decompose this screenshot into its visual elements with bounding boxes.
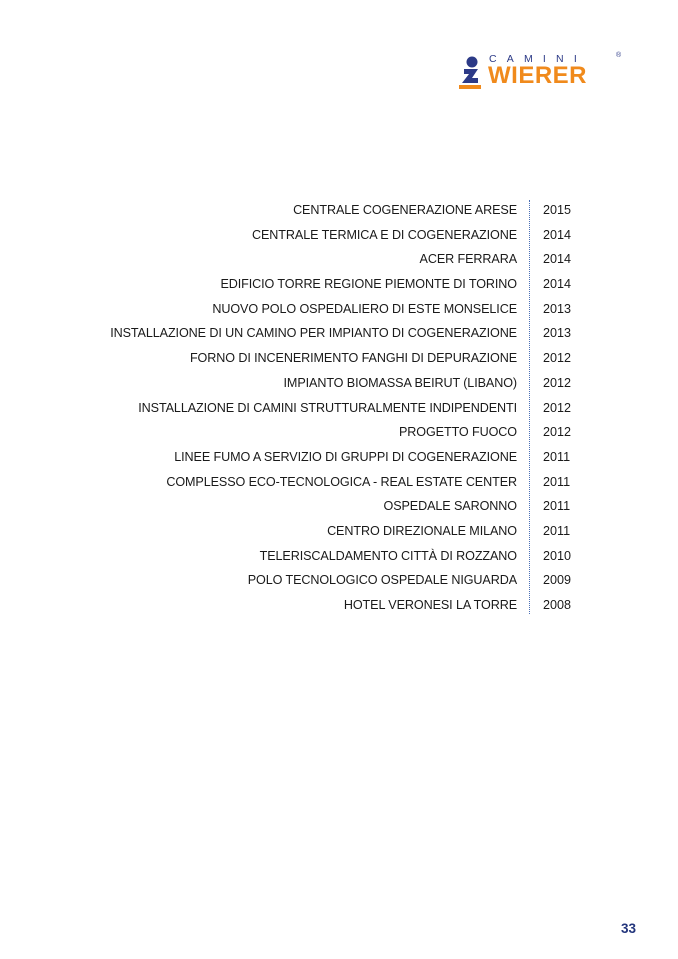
project-name: INSTALLAZIONE DI CAMINI STRUTTURALMENTE INDIPENDENTI: [138, 400, 517, 415]
project-year: 2011: [543, 474, 571, 489]
project-row: [100, 272, 600, 297]
project-name: CENTRALE TERMICA E DI COGENERAZIONE: [252, 227, 517, 242]
project-row: [100, 593, 600, 618]
project-year: 2014: [543, 252, 572, 267]
project-row: [100, 247, 600, 272]
project-row: [100, 223, 600, 248]
project-name: INSTALLAZIONE DI UN CAMINO PER IMPIANTO DI COGENERAZIONE: [110, 326, 517, 341]
project-year: 2011: [543, 449, 571, 464]
project-name: PROGETTO FUOCO: [398, 425, 517, 440]
project-row: [100, 321, 600, 346]
project-year: 2013: [543, 301, 572, 316]
project-year: 2011: [543, 499, 571, 514]
project-year: 2012: [543, 400, 572, 415]
project-year: 2015: [543, 203, 572, 217]
project-year: 2012: [543, 351, 572, 366]
project-year: 2014: [543, 277, 572, 292]
project-name: NUOVO POLO OSPEDALIERO DI ESTE MONSELICE: [212, 301, 517, 316]
project-name: FORNO DI INCENERIMENTO FANGHI DI DEPURAZIONE: [189, 351, 517, 366]
logo-main-word: WIERER: [488, 62, 587, 89]
project-row: [100, 470, 600, 495]
project-name: IMPIANTO BIOMASSA BEIRUT (LIBANO): [283, 375, 517, 390]
project-name: CENTRALE COGENERAZIONE ARESE: [293, 203, 517, 217]
page-number: 33: [620, 921, 636, 936]
project-name: COMPLESSO ECO-TECNOLOGICA - REAL ESTATE CENTER: [166, 474, 517, 489]
project-row: [100, 297, 600, 322]
logo-top-word: CAMINI: [489, 53, 587, 65]
project-row: [100, 396, 600, 421]
project-name: OSPEDALE SARONNO: [383, 499, 517, 514]
project-list: [100, 198, 600, 618]
project-name: CENTRO DIREZIONALE MILANO: [327, 523, 517, 538]
project-row: [100, 346, 600, 371]
project-name: POLO TECNOLOGICO OSPEDALE NIGUARDA: [247, 573, 517, 588]
project-year: 2012: [543, 425, 572, 440]
project-year: 2008: [543, 598, 572, 612]
project-row: [100, 544, 600, 569]
project-name: EDIFICIO TORRE REGIONE PIEMONTE DI TORINO: [220, 277, 517, 292]
project-name: TELERISCALDAMENTO CITTÀ DI ROZZANO: [259, 548, 517, 563]
project-name: HOTEL VERONESI LA TORRE: [343, 598, 517, 612]
project-row: [100, 198, 600, 223]
project-year: 2012: [543, 375, 572, 390]
project-year: 2009: [543, 573, 572, 588]
project-row: [100, 519, 600, 544]
project-row: [100, 568, 600, 593]
project-row: [100, 371, 600, 396]
project-year: 2011: [543, 523, 571, 538]
project-name: ACER FERRARA: [419, 252, 517, 267]
project-year: 2010: [543, 548, 572, 563]
project-year: 2013: [543, 326, 572, 341]
project-row: [100, 494, 600, 519]
project-name: LINEE FUMO A SERVIZIO DI GRUPPI DI COGENERAZIONE: [174, 449, 517, 464]
project-row: [100, 420, 600, 445]
project-row: [100, 445, 600, 470]
registered-trademark: ®: [616, 52, 622, 59]
company-logo: [458, 52, 626, 92]
project-year: 2014: [543, 227, 572, 242]
person-icon: [458, 56, 482, 90]
